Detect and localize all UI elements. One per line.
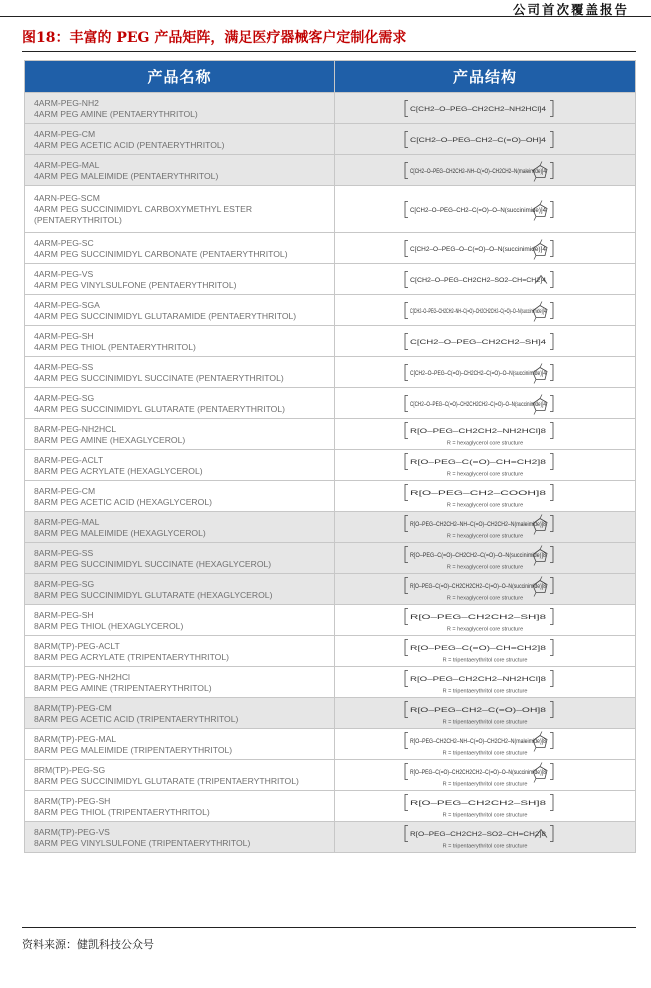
product-table <box>24 60 636 853</box>
product-structure-cell <box>335 295 636 326</box>
product-code: 8ARM-PEG-SH <box>34 609 94 620</box>
product-full-name: 4ARM PEG SUCCINIMIDYL GLUTARATE (PENTAERYTHRITOL) <box>34 403 286 414</box>
linear-thiol-structure <box>390 792 580 821</box>
core-structure-note: R = hexaglycerol core structure <box>446 440 524 446</box>
structure-formula: R[O–PEG–CH2CH2–NH–C(=O)–CH2CH2–N(maleimide)]8 <box>410 521 547 528</box>
report-header-text: 公司首次覆盖报告 <box>512 2 629 17</box>
product-full-name: 8ARM PEG ACRYLATE (TRIPENTAERYTHRITOL) <box>34 651 229 662</box>
product-structure-cell <box>335 543 636 574</box>
structure-formula: C[CH2–O–PEG–CH2CH2–NH2HCl]4 <box>410 106 547 113</box>
structure-formula: R[O–PEG–C(=O)–CH2CH2CH2–C(=O)–O–N(succinimide)]8 <box>410 769 547 776</box>
linear-thiol-structure <box>390 327 580 356</box>
product-structure-cell <box>335 124 636 155</box>
product-full-name: 8ARM PEG SUCCINIMIDYL GLUTARATE (HEXAGLYCEROL) <box>34 589 273 600</box>
core-structure-note: R = hexaglycerol core structure <box>446 502 524 508</box>
linear-amine-structure <box>390 94 580 123</box>
figure-title: 图18：丰富的 PEG 产品矩阵，满足医疗器械客户定制化需求 <box>22 30 407 46</box>
product-structure-cell <box>335 264 636 295</box>
product-full-name: 8ARM PEG AMINE (TRIPENTAERYTHRITOL) <box>34 682 212 693</box>
product-code: 4ARM-PEG-MAL <box>34 159 100 170</box>
product-full-name: 4ARM PEG THIOL (PENTAERYTHRITOL) <box>34 341 196 352</box>
structure-formula: C[CH2–O–PEG–CH2–C(=O)–O–N(succinimide)]4 <box>410 207 547 214</box>
product-name-cell <box>25 636 335 667</box>
table-row <box>25 357 636 388</box>
product-full-name: 8ARM PEG MALEIMIDE (TRIPENTAERYTHRITOL) <box>34 744 233 755</box>
product-code: 4ARN-PEG-SCM <box>34 193 100 203</box>
product-code: 8ARM-PEG-SS <box>34 547 94 558</box>
product-structure-cell <box>335 512 636 543</box>
table-row <box>25 760 636 791</box>
product-structure-cell <box>335 419 636 450</box>
product-name-cell <box>25 760 335 791</box>
succinimide-structure <box>390 187 580 232</box>
product-structure-cell <box>335 357 636 388</box>
vinylsulfone-structure <box>390 265 580 294</box>
product-code: 8ARM(TP)-PEG-SH <box>34 795 111 806</box>
product-code: 4ARM-PEG-NH2 <box>34 97 99 108</box>
product-name-cell <box>25 729 335 760</box>
carboxyl-structure <box>390 482 580 511</box>
table-row <box>25 93 636 124</box>
core-structure-note: R = tripentaerythritol core structure <box>442 781 528 787</box>
product-name-cell <box>25 791 335 822</box>
product-code: 4ARM-PEG-SS <box>34 361 94 372</box>
product-code: 4ARM-PEG-SGA <box>34 299 100 310</box>
product-code: 8ARM(TP)-PEG-ACLT <box>34 640 120 651</box>
product-structure-cell <box>335 326 636 357</box>
product-code: 8ARM-PEG-NH2HCL <box>34 423 117 434</box>
succinimide-structure <box>390 389 580 418</box>
product-structure-cell <box>335 450 636 481</box>
product-name-cell <box>25 357 335 388</box>
product-name-cell <box>25 512 335 543</box>
product-code: 4ARM-PEG-VS <box>34 268 94 279</box>
structure-formula: R[O–PEG–C(=O)–CH2CH2CH2–C(=O)–O–N(succinimide)]8 <box>410 583 547 590</box>
product-full-name: 8ARM PEG SUCCINIMIDYL GLUTARATE (TRIPENTAERYTHRITOL) <box>34 775 299 786</box>
product-structure-cell <box>335 698 636 729</box>
product-full-name: 4ARM PEG VINYLSULFONE (PENTAERYTHRITOL) <box>34 279 237 290</box>
product-name-cell <box>25 481 335 512</box>
table-row <box>25 388 636 419</box>
product-full-name: 8ARM PEG ACETIC ACID (HEXAGLYCEROL) <box>34 496 212 507</box>
maleimide-structure <box>390 156 580 185</box>
product-full-name: 4ARM PEG SUCCINIMIDYL CARBOXYMETHYL ESTER (PENTAERYTHRITOL) <box>34 204 253 225</box>
product-name-cell <box>25 574 335 605</box>
table-row <box>25 295 636 326</box>
table-row <box>25 326 636 357</box>
product-name-cell <box>25 543 335 574</box>
product-code: 8ARM(TP)-PEG-MAL <box>34 733 117 744</box>
product-structure-cell <box>335 729 636 760</box>
product-name-cell <box>25 450 335 481</box>
structure-formula: R[O–PEG–C(=O)–CH2CH2–C(=O)–O–N(succinimide)]8 <box>410 552 547 559</box>
structure-formula: C[CH2–O–PEG–CH2CH2–NH–C(=O)–CH2CH2CH2–C(=O)–O–N(succinimide)]4 <box>410 308 547 315</box>
product-full-name: 8ARM PEG VINYLSULFONE (TRIPENTAERYTHRITOL) <box>34 837 251 848</box>
product-structure-cell <box>335 605 636 636</box>
structure-formula: R[O–PEG–C(=O)–CH=CH2]8 <box>410 459 548 466</box>
product-structure-cell <box>335 667 636 698</box>
product-name-cell <box>25 605 335 636</box>
product-code: 4ARM-PEG-SC <box>34 237 94 248</box>
table-row <box>25 822 636 853</box>
product-structure-cell <box>335 481 636 512</box>
structure-formula: C[CH2–O–PEG–C(=O)–CH2CH2–C(=O)–O–N(succinimide)]4 <box>410 370 547 377</box>
product-structure-cell <box>335 822 636 853</box>
product-code: 8ARM-PEG-CM <box>34 485 96 496</box>
col-header-name: 产品名称 <box>25 61 335 93</box>
succinimide-structure <box>390 575 580 604</box>
product-structure-cell <box>335 791 636 822</box>
product-name-cell <box>25 822 335 853</box>
product-code: 4ARM-PEG-SH <box>34 330 94 341</box>
linear-thiol-structure <box>390 606 580 635</box>
core-structure-note: R = tripentaerythritol core structure <box>442 843 528 849</box>
succinimide-structure <box>390 358 580 387</box>
core-structure-note: R = tripentaerythritol core structure <box>442 688 528 694</box>
table-row <box>25 698 636 729</box>
product-structure-cell <box>335 93 636 124</box>
product-full-name: 8ARM PEG MALEIMIDE (HEXAGLYCEROL) <box>34 527 206 538</box>
source-note: 资料来源：健凯科技公众号 <box>22 938 154 951</box>
structure-formula: R[O–PEG–CH2–C(=O)–OH]8 <box>410 707 548 714</box>
table-row <box>25 155 636 186</box>
core-structure-note: R = tripentaerythritol core structure <box>442 719 528 725</box>
col-header-structure: 产品结构 <box>335 61 636 93</box>
structure-formula: R[O–PEG–CH2CH2–NH2HCl]8 <box>410 676 548 683</box>
product-full-name: 8ARM PEG THIOL (TRIPENTAERYTHRITOL) <box>34 806 210 817</box>
report-header <box>0 0 651 17</box>
product-structure-cell <box>335 574 636 605</box>
product-name-cell <box>25 186 335 233</box>
core-structure-note: R = hexaglycerol core structure <box>446 564 524 570</box>
table-row <box>25 512 636 543</box>
structure-formula: R[O–PEG–CH2CH2–SH]8 <box>410 800 548 807</box>
carboxyl-structure <box>390 699 580 728</box>
table-row <box>25 667 636 698</box>
table-row <box>25 264 636 295</box>
structure-formula: R[O–PEG–C(=O)–CH=CH2]8 <box>410 645 548 652</box>
product-name-cell <box>25 419 335 450</box>
product-full-name: 8ARM PEG AMINE (HEXAGLYCEROL) <box>34 434 186 445</box>
table-row <box>25 574 636 605</box>
product-full-name: 8ARM PEG SUCCINIMIDYL SUCCINATE (HEXAGLYCEROL) <box>34 558 272 569</box>
structure-formula: R[O–PEG–CH2CH2–NH2HCl]8 <box>410 428 548 435</box>
structure-formula: C[CH2–O–PEG–CH2–C(=O)–OH]4 <box>410 137 547 144</box>
product-name-cell <box>25 124 335 155</box>
source-rule <box>22 927 636 928</box>
table-row <box>25 605 636 636</box>
product-code: 8RM(TP)-PEG-SG <box>34 764 106 775</box>
table-row <box>25 543 636 574</box>
product-code: 8ARM-PEG-SG <box>34 578 95 589</box>
product-code: 8ARM-PEG-ACLT <box>34 454 104 465</box>
product-full-name: 4ARM PEG SUCCINIMIDYL CARBONATE (PENTAERYTHRITOL) <box>34 248 288 259</box>
linear-amine-structure <box>390 420 580 449</box>
table-row <box>25 233 636 264</box>
structure-formula: C[CH2–O–PEG–C(=O)–CH2CH2CH2–C(=O)–O–N(succinimide)]4 <box>410 401 547 408</box>
product-name-cell <box>25 155 335 186</box>
product-full-name: 4ARM PEG ACETIC ACID (PENTAERYTHRITOL) <box>34 139 225 150</box>
structure-formula: C[CH2–O–PEG–CH2CH2–NH–C(=O)–CH2CH2–N(maleimide)]4 <box>410 168 547 175</box>
maleimide-structure <box>390 513 580 542</box>
product-code: 4ARM-PEG-CM <box>34 128 96 139</box>
product-full-name: 4ARM PEG SUCCINIMIDYL SUCCINATE (PENTAERYTHRITOL) <box>34 372 284 383</box>
product-full-name: 4ARM PEG MALEIMIDE (PENTAERYTHRITOL) <box>34 170 219 181</box>
product-name-cell <box>25 667 335 698</box>
structure-formula: R[O–PEG–CH2CH2–SO2–CH=CH2]8 <box>410 831 547 838</box>
table-header-row <box>25 61 636 93</box>
product-code: 8ARM(TP)-PEG-VS <box>34 826 110 837</box>
succinimide-structure <box>390 234 580 263</box>
succinimide-structure <box>390 761 580 790</box>
product-name-cell <box>25 698 335 729</box>
acrylate-structure <box>390 637 580 666</box>
core-structure-note: R = tripentaerythritol core structure <box>442 657 528 663</box>
product-full-name: 8ARM PEG THIOL (HEXAGLYCEROL) <box>34 620 184 631</box>
structure-formula: R[O–PEG–CH2CH2–NH–C(=O)–CH2CH2–N(maleimide)]8 <box>410 738 547 745</box>
table-row <box>25 636 636 667</box>
product-name-cell <box>25 93 335 124</box>
succinimide-structure <box>390 544 580 573</box>
product-name-cell <box>25 233 335 264</box>
core-structure-note: R = tripentaerythritol core structure <box>442 750 528 756</box>
table-row <box>25 124 636 155</box>
product-structure-cell <box>335 155 636 186</box>
product-full-name: 4ARM PEG SUCCINIMIDYL GLUTARAMIDE (PENTAERYTHRITOL) <box>34 310 297 321</box>
product-code: 8ARM(TP)-PEG-CM <box>34 702 112 713</box>
table-row <box>25 450 636 481</box>
maleimide-structure <box>390 730 580 759</box>
structure-formula: C[CH2–O–PEG–CH2CH2–SO2–CH=CH2]4 <box>410 277 547 284</box>
table-row <box>25 419 636 450</box>
core-structure-note: R = hexaglycerol core structure <box>446 626 524 632</box>
table-row <box>25 729 636 760</box>
table-row <box>25 186 636 233</box>
product-structure-cell <box>335 636 636 667</box>
table-row <box>25 481 636 512</box>
product-structure-cell <box>335 760 636 791</box>
product-name-cell <box>25 295 335 326</box>
structure-formula: C[CH2–O–PEG–CH2CH2–SH]4 <box>410 339 548 346</box>
structure-formula: C[CH2–O–PEG–O–C(=O)–O–N(succinimide)]4 <box>410 246 547 253</box>
product-full-name: 8ARM PEG ACETIC ACID (TRIPENTAERYTHRITOL) <box>34 713 239 724</box>
table-body <box>25 93 636 853</box>
product-code: 8ARM-PEG-MAL <box>34 516 100 527</box>
core-structure-note: R = hexaglycerol core structure <box>446 533 524 539</box>
product-code: 4ARM-PEG-SG <box>34 392 95 403</box>
product-name-cell <box>25 264 335 295</box>
product-name-cell <box>25 326 335 357</box>
core-structure-note: R = hexaglycerol core structure <box>446 471 524 477</box>
structure-formula: R[O–PEG–CH2CH2–SH]8 <box>410 614 548 621</box>
carboxyl-structure <box>390 125 580 154</box>
succinimide-structure <box>390 296 580 325</box>
core-structure-note: R = hexaglycerol core structure <box>446 595 524 601</box>
product-code: 8ARM(TP)-PEG-NH2HCl <box>34 671 130 682</box>
product-structure-cell <box>335 233 636 264</box>
product-name-cell <box>25 388 335 419</box>
product-full-name: 8ARM PEG ACRYLATE (HEXAGLYCEROL) <box>34 465 203 476</box>
core-structure-note: R = tripentaerythritol core structure <box>442 812 528 818</box>
product-full-name: 4ARM PEG AMINE (PENTAERYTHRITOL) <box>34 108 198 119</box>
figure-title-rule <box>22 51 636 52</box>
linear-amine-structure <box>390 668 580 697</box>
acrylate-structure <box>390 451 580 480</box>
product-structure-cell <box>335 388 636 419</box>
table-row <box>25 791 636 822</box>
structure-formula: R[O–PEG–CH2–COOH]8 <box>410 490 548 497</box>
vinylsulfone-structure <box>390 823 580 852</box>
product-structure-cell <box>335 186 636 233</box>
